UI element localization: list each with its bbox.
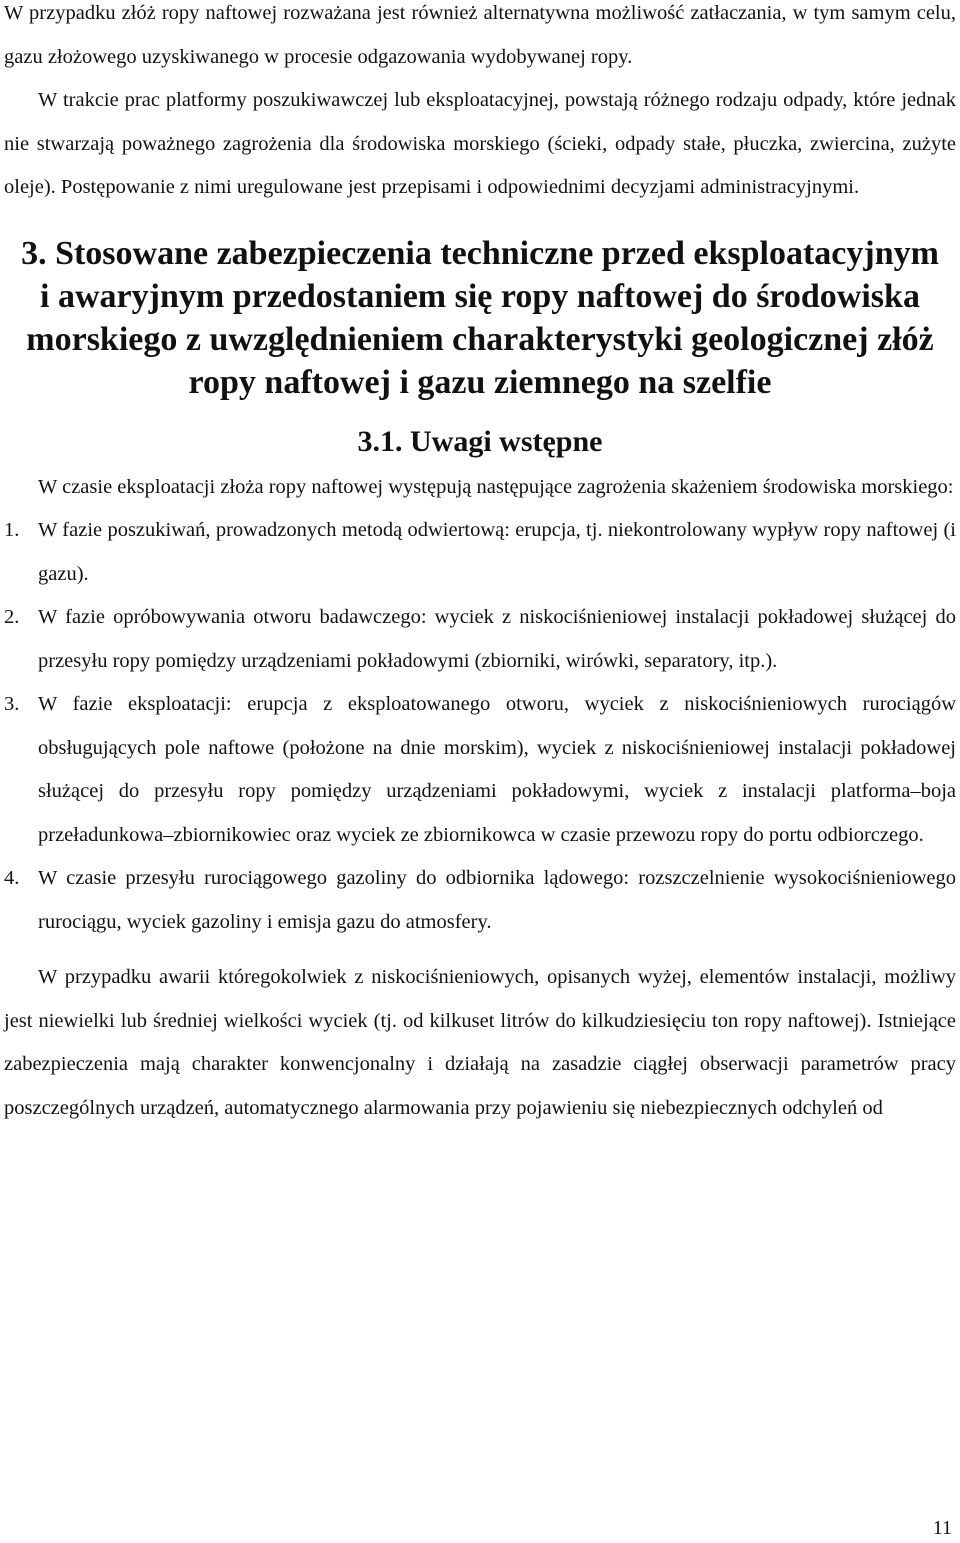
list-item	[4, 857, 956, 944]
list-item-number: 3.	[4, 693, 20, 715]
list-item	[4, 596, 956, 683]
section-intro-paragraph: W czasie eksploatacji złoża ropy naftowej występują następujące zagrożenia skażeniem środowiska morskiego:	[38, 475, 954, 498]
list-item-number: 2.	[4, 606, 20, 628]
section-heading: 3. Stosowane zabezpieczenia techniczne przed eksploatacyjnym i awaryjnym przedostaniem się ropy naftowej do środowiska morskiego z uwzględnieniem charakterystyki geologicznej złóż ropy naftowej i gazu ziemnego na szelfie	[21, 234, 939, 401]
list-item-text: W fazie poszukiwań, prowadzonych metodą odwiertową: erupcja, tj. niekontrolowany wypływ ropy naftowej (i gazu).	[38, 519, 956, 585]
list-item-text: W czasie przesyłu rurociągowego gazoliny do odbiornika lądowego: rozszczelnienie wysokociśnieniowego rurociągu, wyciek gazoliny i emisja gazu do atmosfery.	[38, 867, 956, 933]
list-item-text: W fazie eksploatacji: erupcja z eksploatowanego otworu, wyciek z niskociśnieniowych rurociągów obsługujących pole naftowe (położone na dnie morskim), wyciek z niskociśnieniowej instalacji pokładowej służącej do przesyłu ropy pomiędzy urządzeniami pokładowymi, wyciek z instalacji platforma–boja przeładunkowa–zbiornikowiec oraz wyciek ze zbiornikowca w czasie przewozu ropy do portu odbiorczego.	[38, 693, 956, 846]
intro-paragraph-1: W przypadku złóż ropy naftowej rozważana jest również alternatywna możliwość zatłaczania, w tym samym celu, gazu złożowego uzyskiwanego w procesie odgazowania wydobywanej ropy.	[4, 2, 956, 68]
closing-paragraph: W przypadku awarii któregokolwiek z niskociśnieniowych, opisanych wyżej, elementów instalacji, możliwy jest niewielki lub średniej wielkości wyciek (tj. od kilkuset litrów do kilkudziesięciu ton ropy naftowej). Istniejące zabezpieczenia mają charakter konwencjonalny i działają na zasadzie ciągłej obserwacji parametrów pracy poszczególnych urządzeń, automatycznego alarmowania przy pojawieniu się niebezpiecznych odchyleń od	[4, 966, 956, 1119]
page-number: 11	[932, 1517, 952, 1539]
hazard-list	[4, 509, 956, 944]
list-item	[4, 509, 956, 596]
intro-paragraph-2: W trakcie prac platformy poszukiwawczej lub eksploatacyjnej, powstają różnego rodzaju odpady, które jednak nie stwarzają poważnego zagrożenia dla środowiska morskiego (ścieki, odpady stałe, płuczka, zwiercina, zużyte oleje). Postępowanie z nimi uregulowane jest przepisami i odpowiednimi decyzjami administracyjnymi.	[4, 89, 956, 198]
list-item-number: 4.	[4, 867, 20, 889]
list-item	[4, 683, 956, 857]
list-item-number: 1.	[4, 519, 20, 541]
list-item-text: W fazie opróbowywania otworu badawczego: wyciek z niskociśnieniowej instalacji pokładowej służącej do przesyłu ropy pomiędzy urządzeniami pokładowymi (zbiorniki, wirówki, separatory, itp.).	[38, 606, 956, 672]
subsection-heading: 3.1. Uwagi wstępne	[357, 424, 603, 458]
